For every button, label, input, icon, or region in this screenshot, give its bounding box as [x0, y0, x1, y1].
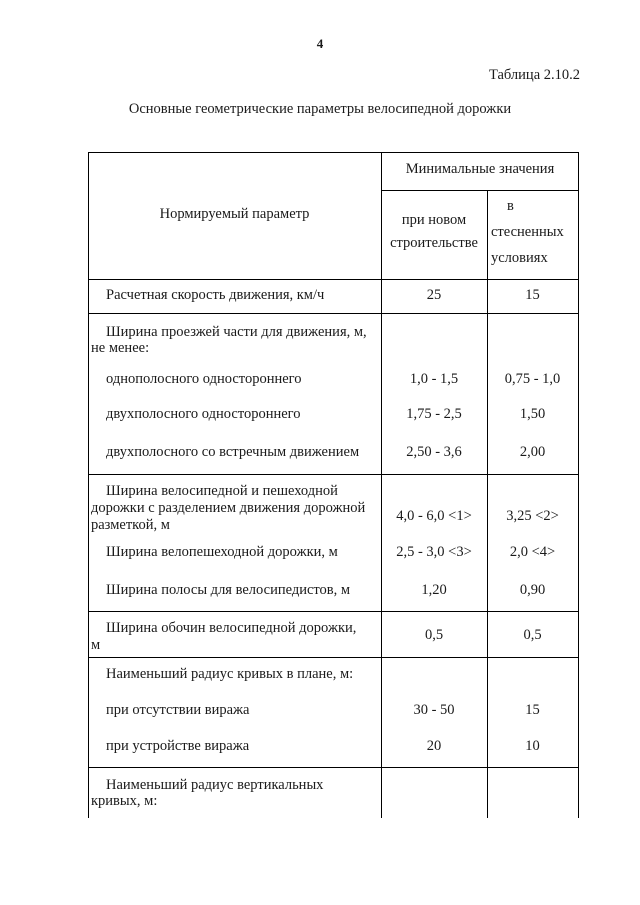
row-shoulder-constrained: 0,5: [523, 627, 542, 643]
header-constrained: условиях: [491, 250, 548, 266]
row-speed-constrained: 15: [525, 287, 540, 303]
row-no-banking-new: 30 - 50: [413, 702, 455, 718]
header-parameter: Нормируемый параметр: [159, 206, 310, 222]
row-carriageway-heading: Ширина проезжей части для движения, м,: [106, 324, 367, 340]
table-border-left: [88, 152, 89, 818]
row-bike-ped-label: Ширина велосипедной и пешеходной: [106, 483, 338, 499]
row-radius-vertical-heading: Наименьший радиус вертикальных: [106, 777, 324, 793]
row-one-lane-label: однополосного одностороннего: [106, 371, 302, 387]
row-divider: [88, 611, 579, 612]
row-bike-ped-label: дорожки с разделением движения дорожной: [91, 500, 366, 516]
row-bike-ped-constrained: 3,25 <2>: [506, 508, 559, 524]
table-border-col3: [487, 190, 488, 818]
page-number: 4: [316, 36, 324, 51]
row-shoulder-label: Ширина обочин велосипедной дорожки,: [106, 620, 357, 636]
row-no-banking-label: при отсутствии виража: [106, 702, 250, 718]
header-subdivider: [381, 190, 579, 191]
row-divider: [88, 767, 579, 768]
row-radius-vertical-heading: кривых, м:: [91, 793, 158, 809]
header-new-construction: при новом: [401, 212, 467, 228]
header-new-construction: строительстве: [390, 235, 478, 251]
row-speed-new: 25: [426, 287, 442, 303]
row-bikeped-path-label: Ширина велопешеходной дорожки, м: [106, 544, 338, 560]
row-with-banking-label: при устройстве виража: [106, 738, 250, 754]
row-two-opposite-label: двухполосного со встречным движением: [106, 444, 360, 460]
table-border-right: [578, 152, 579, 818]
row-bike-strip-label: Ширина полосы для велосипедистов, м: [106, 582, 351, 598]
row-bike-ped-new: 4,0 - 6,0 <1>: [396, 508, 472, 524]
row-radius-plan-heading: Наименьший радиус кривых в плане, м:: [106, 666, 354, 682]
row-one-lane-constrained: 0,75 - 1,0: [504, 371, 561, 387]
table-caption: Основные геометрические параметры велосипедной дорожки: [128, 101, 512, 117]
row-bike-strip-constrained: 0,90: [519, 582, 546, 598]
row-with-banking-constrained: 10: [525, 738, 540, 754]
row-two-lane-label: двухполосного одностороннего: [106, 406, 301, 422]
row-carriageway-heading: не менее:: [91, 340, 150, 356]
row-shoulder-new: 0,5: [424, 627, 444, 643]
row-two-lane-constrained: 1,50: [519, 406, 546, 422]
header-constrained: стесненных: [491, 224, 564, 240]
row-bikeped-path-new: 2,5 - 3,0 <3>: [396, 544, 472, 560]
row-speed-label: Расчетная скорость движения, км/ч: [106, 287, 325, 303]
row-bike-strip-new: 1,20: [421, 582, 447, 598]
row-divider: [88, 474, 579, 475]
header-constrained: в: [507, 198, 514, 214]
row-divider: [88, 313, 579, 314]
row-divider: [88, 657, 579, 658]
row-two-opposite-new: 2,50 - 3,6: [406, 444, 462, 460]
row-no-banking-constrained: 15: [525, 702, 540, 718]
row-one-lane-new: 1,0 - 1,5: [409, 371, 459, 387]
table-border-top: [88, 152, 579, 153]
header-min-values: Минимальные значения: [405, 161, 555, 177]
row-bikeped-path-constrained: 2,0 <4>: [509, 544, 556, 560]
row-shoulder-label: м: [91, 637, 101, 653]
row-bike-ped-label: разметкой, м: [91, 517, 170, 533]
table-number: Таблица 2.10.2: [488, 67, 580, 83]
row-two-opposite-constrained: 2,00: [519, 444, 546, 460]
row-two-lane-new: 1,75 - 2,5: [406, 406, 462, 422]
row-with-banking-new: 20: [426, 738, 442, 754]
row-divider: [88, 279, 579, 280]
